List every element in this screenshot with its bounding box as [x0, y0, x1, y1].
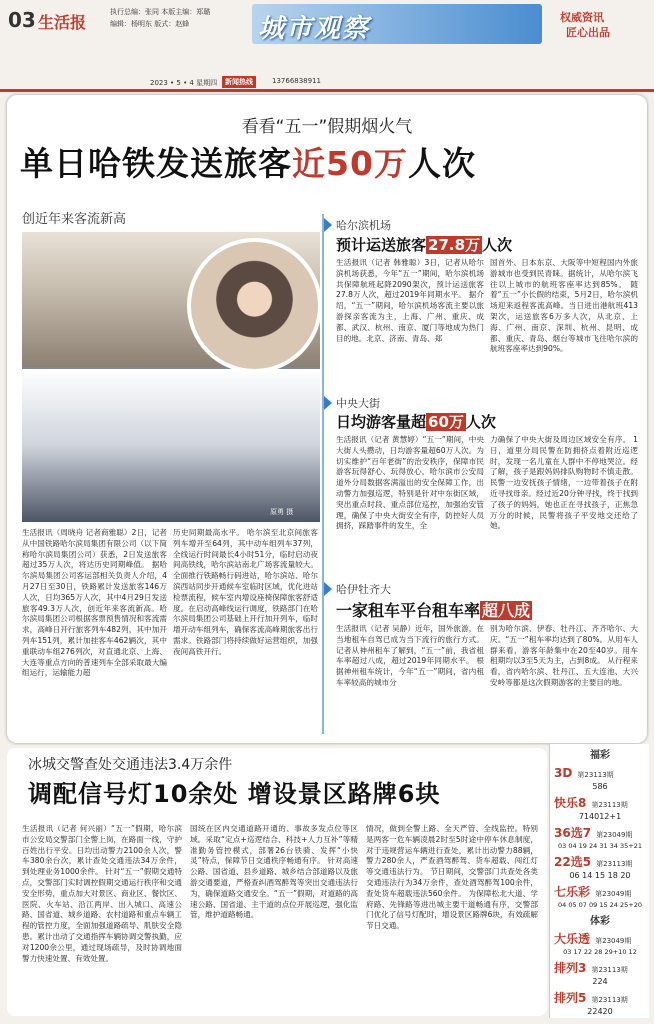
- zhongyang-title-pre: 日均游客量超: [336, 413, 427, 431]
- slogan-line-1: 权威资讯: [560, 11, 604, 24]
- section-arrow-icon: [324, 396, 332, 410]
- harbin-title-highlight: 27.8万: [428, 236, 481, 254]
- lottery-issue: 第23113期: [591, 801, 628, 809]
- harbin-title-pre: 预计运送旅客: [336, 236, 427, 254]
- header-divider: [0, 89, 654, 92]
- main-kicker: 看看“五一”假期烟火气: [241, 117, 413, 137]
- lottery-item: [550, 956, 649, 977]
- lottery-number: 04 05 07 09 15 24 25+20: [557, 901, 642, 909]
- main-headline: [20, 138, 476, 185]
- qiqihar-title-pre: 一家租车平台租车率: [336, 601, 481, 620]
- zhongyang-tag: 中央大街: [336, 397, 380, 410]
- main-subhead: 创近年来客流新高: [22, 212, 127, 227]
- lottery-title: 福彩: [590, 750, 610, 761]
- section-banner-title: 城市观察: [258, 14, 371, 44]
- lottery-name: 大乐透: [554, 932, 591, 946]
- page-number: 03: [8, 8, 36, 32]
- lottery-name: 快乐8: [554, 796, 587, 810]
- inset-photo-circle: [187, 238, 322, 373]
- hotline-number: 13766838911: [272, 77, 321, 85]
- section-arrow-icon: [324, 582, 332, 596]
- lottery-item: [550, 986, 649, 1007]
- lottery-issue: 第23049期: [596, 831, 633, 839]
- second-headline: 调配信号灯10余处 增设景区路牌6块: [28, 780, 441, 808]
- lottery-item: [550, 880, 649, 901]
- lottery-number: 714012+1: [578, 812, 622, 821]
- lottery-name: 22选5: [554, 855, 592, 869]
- zhongyang-title-post: 人次: [465, 413, 496, 431]
- lottery-name: 36选7: [554, 826, 592, 840]
- hotline-badge: 新闻热线: [222, 76, 256, 88]
- lottery-item: [550, 821, 649, 842]
- harbin-col-1: 生活报讯（记者 韩雅聪）3日，记者从哈尔滨机场获悉，今年“五一”期间，哈尔滨机场共保障航班起降2090架次，预计运送旅客27.8万人次，超过2019年同期水平。 据介绍，“五一”期间，哈尔滨机场客流主要以旅游探亲客流为主，上海、广州、重庆、成都、武汉、杭州、南京、厦门等地成为热门目的地。北京、济南、青岛、郑: [336, 258, 484, 343]
- lottery-number: 586: [592, 782, 608, 791]
- harbin-tag: 哈尔滨机场: [336, 219, 391, 232]
- qiqihar-title: [336, 598, 532, 621]
- lottery-number: 06 14 15 18 20: [569, 871, 631, 880]
- qiqihar-title-highlight: 超八成: [482, 601, 531, 620]
- lottery-issue: 第23049期: [595, 890, 632, 898]
- date-line: 2023 • 5 • 4 星期四: [150, 79, 218, 87]
- lottery-number: 03 17 22 28 29+10 12: [563, 948, 637, 956]
- second-kicker: 冰城交警查处交通违法3.4万余件: [28, 757, 233, 773]
- paper-name: 生活报: [38, 13, 87, 32]
- lottery-issue: 第23049期: [595, 937, 632, 945]
- lottery-issue: 第23113期: [591, 996, 628, 1004]
- lottery-item: [550, 927, 649, 948]
- lottery-name: 排列3: [554, 961, 587, 975]
- main-article-col-1: 生活报讯（周晓舟 记者商雅聪）2日，记者从中国铁路哈尔滨局集团有限公司（以下简称哈尔滨局集团公司）获悉，2日发送旅客超过35万人次，将达历史同期峰值。 据哈尔滨局集团公司客运部相关负责人介绍，4月27日至30日，铁路累计发送旅客146万人次，日均365万人次，其中4月29日发送旅客49.3万人次，创近年来客流新高。哈尔滨局集团公司根据客票预售情况和客流需求，高峰日开行旅客列车482列，其中加开列车151列，累计加挂客车462辆次，其中重联动车组276列次，对直通北京、上海、大连等重点方向的普速列车全部采取最大编组运行，运输能力超: [22, 528, 167, 678]
- zhongyang-title: [336, 411, 496, 432]
- lottery-title-2: 体彩: [590, 916, 610, 927]
- qiqihar-col-2: 别为哈尔滨、伊春、牡丹江、齐齐哈尔、大庆。“五一”租车率均达到了80%。从用车人群来看，游客年龄集中在20至40岁。用车租期均以3至5天为主，占到8成。 从行程来看，省内哈尔滨、牡丹江、五大连池、大兴安岭等都是这次假期游客的主要目的地。: [490, 624, 638, 687]
- slogan-line-2: 匠心出品: [566, 26, 610, 39]
- credit-line-2: 编辑：杨明东 版式：赵蜂: [110, 20, 190, 28]
- station-photo-bottom: [22, 369, 320, 522]
- lottery-name: 3D: [554, 766, 573, 780]
- second-col-2: 国统在区内交通道路开通的、事故多发点位等区域。采取“定点+巡逻结合、科技+人力互补”等精准勤务管控模式，部署26台铁骑、发挥“小快灵”特点，保障节日交通秩序畅通有序。 针对高速公路、国省道、县乡道路、城乡结合部道路以及旅游交通要道，严格查纠酒驾醉驾等突出交通违法行为，确保道路交通安全。“五一”假期，对道路的高速公路、国省道、主干道的点位开展巡逻，强化监管，维护道路畅通。: [190, 824, 358, 920]
- lottery-item: [550, 850, 649, 871]
- qiqihar-col-1: 生活报讯（记者 吴静）近年，国外旅游，在当地租车自驾已成为当下流行的旅行方式。记者从神州租车了解到，“五一”前，我省租车率超过八成，超过2019年同期水平。 根据神州租车统计，今年“五一”期间，省内租车率较高的城市分: [336, 624, 484, 687]
- harbin-col-2: 国首外、日本东京、大阪等中短程国内外旅游城市也受到民青睐。据统计，从哈尔滨飞往以上城市的航班客座率达到85%。 随着“五一”小长假的结束，5月2日，哈尔滨机场迎来返程客流高峰。当日进出港航班413架次，运送旅客6万多人次，从北京、上海、广州、南京、深圳、杭州、昆明、成都、重庆、青岛、烟台等城市飞往哈尔滨的航班客座率达到90%。: [490, 258, 638, 354]
- photo-credit: 原勇 摄: [270, 508, 294, 516]
- lottery-issue: 第23113期: [577, 771, 614, 779]
- lottery-box: [549, 744, 649, 1018]
- lottery-issue: 第23113期: [591, 966, 628, 974]
- qiqihar-tag: 哈伊牡齐大: [336, 583, 391, 596]
- headline-part-2: 人次: [407, 144, 476, 183]
- section-arrow-icon: [324, 218, 332, 232]
- headline-highlight: 近50万: [292, 144, 408, 183]
- zhongyang-col-1: 生活报讯（记者 黄慧婷）“五一”期间，中央大街人头攒动，日均游客量超60万人次。为切实维护“百年老街”的治安秩序，保障市民游客玩得舒心、玩得放心，哈尔滨市公安局道外分局数据客满溢出的安全保障工作，出动警力加强巡逻，特别是针对中东街区域，突出重点时段、重点部位巡控，加强治安管理，确保了中央大街安全有序，防控好人员拥挤，踩踏事件的发生，全: [336, 435, 484, 531]
- lottery-item: [550, 791, 649, 812]
- lottery-name: 排列5: [554, 991, 587, 1005]
- zhongyang-col-2: 力确保了中央大街及周边区域安全有序。 1日，道里分局民警在防拥挤点着附近巡逻时，发现一名儿童在人群中不停地哭泣。经了解，孩子是跟妈妈排队购物时不慎走散。民警一边安抚孩子情绪，一边带着孩子在附近寻找母亲。经过近20分钟寻找，终于找到了孩子的妈妈，她也正在寻找孩子，正焦急万分的时候，民警将孩子平安地交还给了她。: [490, 435, 638, 531]
- second-col-3: 情况，做到全警上路、全天严管、全线监控。特别是两客一危车辆凌晨2时至5时途中停车休息制度，对于违规营运车辆进行查处，累计出动警力88辆，警力280余人，严查酒驾醉驾、货车超载、闯红灯等交通违法行为。 节日期间，交警部门共查处各类交通违法行为34万余件，查处酒驾醉驾100余件，查处货车超载违法560余件。 为保障松北大道、学府路、先锋路等进出城主要干道畅通有序，交警部门优化了信号灯配时，增设景区路牌6块，有效疏解节日交通。: [366, 824, 538, 931]
- second-col-1: 生活报讯（记者 何兴丽）“五一”假期，哈尔滨市公安局交警部门全警上岗，在路面一线，守护百姓出行平安。日均出动警力2100余人次，警车380余台次，累计查处交通违法34万余件，到处理业务1000余件。 针对“五一”假期交通特点，交警部门实时调控假期交通运行秩序和交通安全形势，重点加大对景区、商业区、餐饮区、医院、火车站、沿江两岸、出入城口、高速公路、国省道、城乡道路、农村道路和重点车辆工程的管控力度，全面加强道路疏导、肌肤安全隐患。累计出动了交通指挥车辆协调交警执勤，应对1200余公里，通过现场疏导，及时协调地面警力快速处置、有效处置。: [22, 824, 182, 963]
- harbin-title-post: 人次: [482, 236, 513, 254]
- lottery-number: 224: [592, 977, 608, 986]
- main-article-col-2: 历史同期最高水平。 哈尔滨至北京间旅客列车增开至64列，其中动车组列车37列，全线运行时间最长4小时51分，临时启动夜间高铁线，哈尔滨站南北广场客流量较大。全面推行铁路畅行码进站，哈尔滨站、哈尔滨西站同步开通候车室临时区域，优化进站检票流程，候车室内增设座椅保障旅客舒适度。在启动高峰线运行调度，铁路部门在哈尔滨局集团公司基础上开行加开列车，临时增开动车组列车，确保客流高峰期旅客出行需求。铁路部门将持续做好运营组织，加强夜间高铁开行。: [173, 528, 318, 656]
- headline-part-1: 单日哈铁发送旅客: [20, 144, 292, 183]
- editor-credits: [110, 6, 250, 30]
- slogan: [560, 10, 650, 40]
- zhongyang-title-highlight: 60万: [428, 413, 464, 431]
- lottery-number: 03 04 19 24 31 34 35+21: [557, 842, 642, 850]
- side-column-divider: [322, 214, 324, 734]
- lottery-issue: 第23113期: [596, 860, 633, 868]
- lottery-item: [550, 761, 649, 782]
- lottery-number: 22420: [587, 1007, 613, 1016]
- harbin-title: [336, 234, 512, 255]
- lottery-name: 七乐彩: [554, 885, 591, 899]
- credit-line-1: 执行总编：张同 本版主编：郑璐: [110, 8, 211, 16]
